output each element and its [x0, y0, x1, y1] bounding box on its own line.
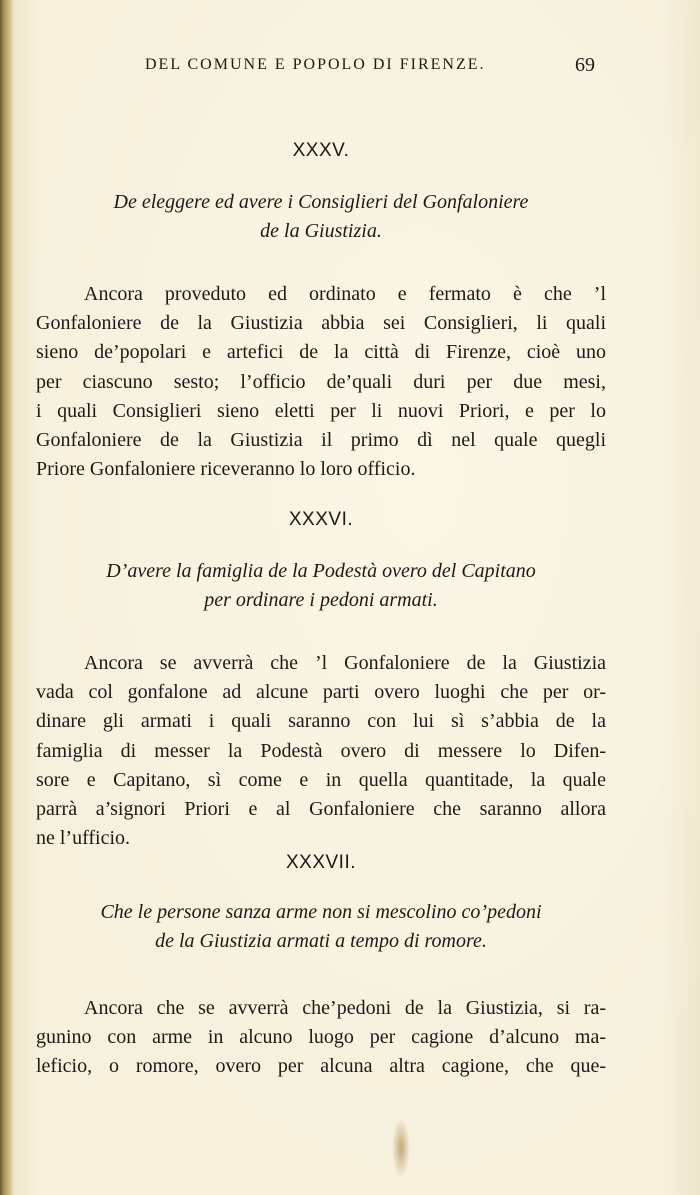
section-body [36, 994, 606, 1082]
body-line: sore e Capitano, sì come e in quella quantitade, la quale [36, 768, 606, 791]
section-number: XXXV. [292, 140, 350, 161]
section-number: XXXVII. [285, 852, 357, 873]
section-xxxv [36, 136, 606, 484]
body-line: gunino con arme in alcuno luogo per cagione d’alcuno ma- [36, 1026, 606, 1049]
body-line: Ancora che se avverrà che’pedoni de la Giustizia, si ra- [84, 997, 606, 1019]
section-title-line: per ordinare i pedoni armati. [204, 589, 438, 611]
page-binding-edge [0, 0, 14, 1195]
body-line: Gonfaloniere de la Giustizia il primo dì nel quale quegli [36, 429, 606, 452]
body-line: per ciascuno sesto; l’officio de’quali duri per due mesi, [36, 370, 606, 393]
section-title [36, 188, 606, 246]
section-xxxvii [36, 848, 606, 1082]
section-title-line: De eleggere ed avere i Consiglieri del Gonfaloniere [113, 191, 529, 213]
section-body [36, 280, 606, 484]
section-title-line: de la Giustizia. [260, 220, 382, 242]
page-number: 69 [575, 54, 595, 76]
section-title-line: de la Giustizia armati a tempo di romore. [155, 930, 487, 952]
ink-blot [392, 1118, 410, 1178]
body-line: i quali Consiglieri sieno eletti per li nuovi Priori, e per lo [36, 399, 606, 422]
section-body [36, 649, 606, 853]
running-head [0, 56, 700, 80]
section-title [36, 557, 606, 615]
section-number: XXXVI. [288, 509, 354, 530]
body-line: Priore Gonfaloniere riceveranno lo loro officio. [36, 458, 416, 481]
body-line: famiglia di messer la Podestà overo di messere lo Difen- [36, 739, 606, 762]
body-line: vada col gonfalone ad alcune parti overo luoghi che per or- [36, 681, 606, 704]
section-title [36, 898, 606, 956]
section-title-line: D’avere la famiglia de la Podestà overo del Capitano [106, 560, 536, 582]
body-line: dinare gli armati i quali saranno con lui sì s’abbia de la [36, 710, 606, 733]
body-line: Gonfaloniere de la Giustizia abbia sei Consiglieri, li quali [36, 312, 606, 335]
body-line: sieno de’popolari e artefici de la città di Firenze, cioè uno [36, 341, 606, 364]
body-line: ne l’ufficio. [36, 827, 131, 850]
section-xxxvi [36, 505, 606, 853]
body-line: Ancora se avverrà che ’l Gonfaloniere de la Giustizia [84, 652, 606, 674]
section-title-line: Che le persone sanza arme non si mescolino co’pedoni [100, 901, 542, 923]
body-line: leficio, o romore, overo per alcuna altra cagione, che que- [36, 1055, 606, 1078]
running-title: DEL COMUNE E POPOLO DI FIRENZE. [145, 56, 486, 73]
body-line: Ancora proveduto ed ordinato e fermato è che ’l [84, 283, 606, 305]
body-line: parrà a’signori Priori e al Gonfaloniere che saranno allora [36, 798, 606, 821]
